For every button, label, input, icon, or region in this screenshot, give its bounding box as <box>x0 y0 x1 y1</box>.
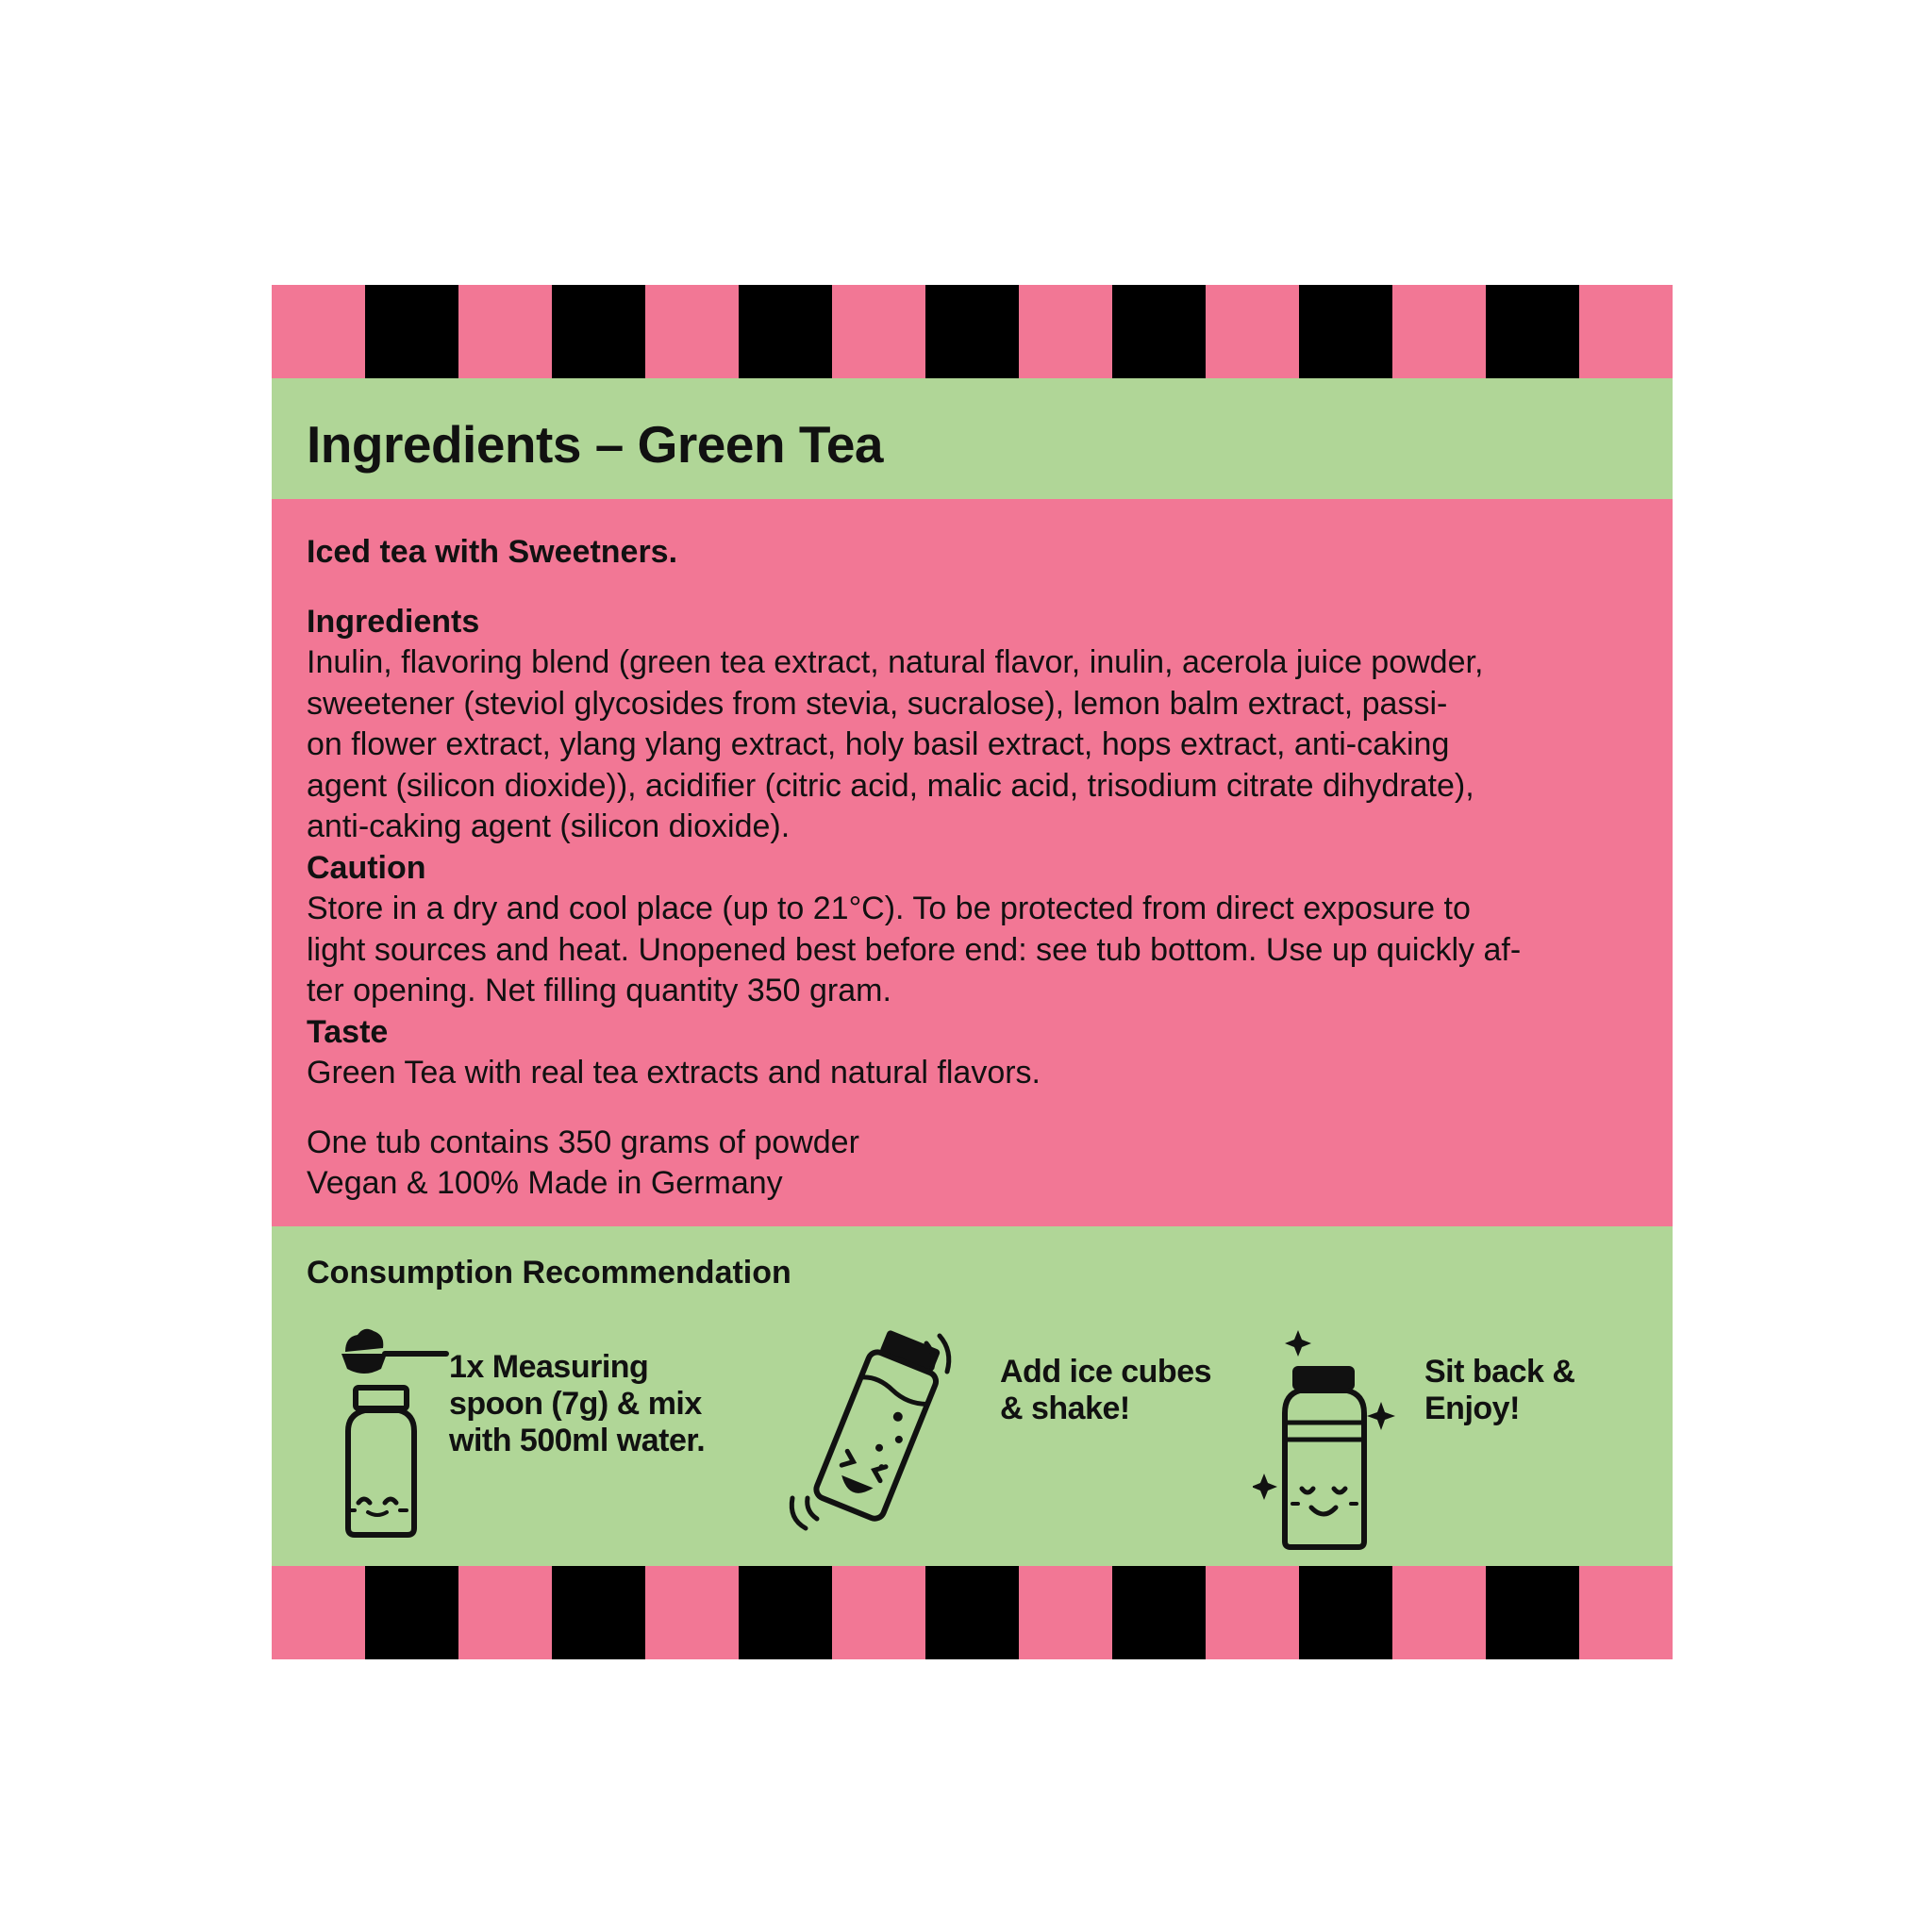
ingredients-line: anti-caking agent (silicon dioxide). <box>307 808 791 844</box>
ingredients-line: sweetener (steviol glycosides from stevia, sucralose), lemon balm extract, passi- <box>307 685 1448 722</box>
step-text-line: with 500ml water. <box>449 1423 706 1458</box>
taste-line: Green Tea with real tea extracts and natural flavors. <box>307 1055 1041 1091</box>
stripe-block <box>1112 285 1206 378</box>
title-band <box>272 378 1673 499</box>
taste-heading: Taste <box>307 1013 389 1050</box>
ingredients-band <box>272 499 1673 1226</box>
consumption-heading: Consumption Recommendation <box>307 1255 791 1291</box>
ingredients-line: on flower extract, ylang ylang extract, holy basil extract, hops extract, anti-caking <box>307 726 1450 762</box>
ingredients-line: Inulin, flavoring blend (green tea extract, natural flavor, inulin, acerola juice powder, <box>307 644 1484 680</box>
step-1-text <box>449 1349 705 1459</box>
measuring-spoon-bottle-icon <box>328 1325 460 1542</box>
ingredients-line: agent (silicon dioxide)), acidifier (citric acid, malic acid, trisodium citrate dihydrate), <box>307 767 1474 804</box>
stripe-block <box>925 1566 1019 1659</box>
stripe-block <box>1486 285 1579 378</box>
step-text-line: & shake! <box>1000 1391 1130 1426</box>
shaking-bottle-icon <box>781 1319 970 1536</box>
stripe-block <box>739 1566 832 1659</box>
ingredients-content <box>307 532 1646 1205</box>
stripe-block <box>1112 1566 1206 1659</box>
caution-line: ter opening. Net filling quantity 350 gram. <box>307 973 891 1008</box>
stripe-block <box>1299 1566 1392 1659</box>
stripe-block <box>739 285 832 378</box>
ingredients-heading: Ingredients <box>307 603 480 640</box>
intro-text: Iced tea with Sweetners. <box>307 534 678 570</box>
sparkling-bottle-icon <box>1253 1328 1404 1555</box>
stripe-block <box>365 1566 458 1659</box>
footer-line: One tub contains 350 grams of powder <box>307 1124 859 1160</box>
step-2-text <box>1000 1354 1211 1427</box>
top-stripe-border <box>272 285 1673 378</box>
caution-heading: Caution <box>307 849 426 886</box>
bottom-stripe-border <box>272 1566 1673 1659</box>
step-text-line: Enjoy! <box>1424 1391 1520 1426</box>
stripe-block <box>1486 1566 1579 1659</box>
stripe-block <box>365 285 458 378</box>
stripe-block <box>552 1566 645 1659</box>
footer-line: Vegan & 100% Made in Germany <box>307 1165 783 1201</box>
step-text-line: Sit back & <box>1424 1354 1575 1390</box>
step-3-text <box>1424 1354 1574 1427</box>
consumption-band <box>272 1226 1673 1566</box>
caution-line: Store in a dry and cool place (up to 21°C). To be protected from direct exposure to <box>307 891 1471 926</box>
stripe-block <box>1299 285 1392 378</box>
step-text-line: 1x Measuring <box>449 1349 649 1385</box>
stripe-block <box>925 285 1019 378</box>
caution-line: light sources and heat. Unopened best before end: see tub bottom. Use up quickly af- <box>307 931 1522 968</box>
step-text-line: Add ice cubes <box>1000 1354 1212 1390</box>
page-title: Ingredients – Green Tea <box>307 415 884 474</box>
product-info-card <box>272 285 1673 1659</box>
step-text-line: spoon (7g) & mix <box>449 1386 702 1422</box>
stripe-block <box>552 285 645 378</box>
